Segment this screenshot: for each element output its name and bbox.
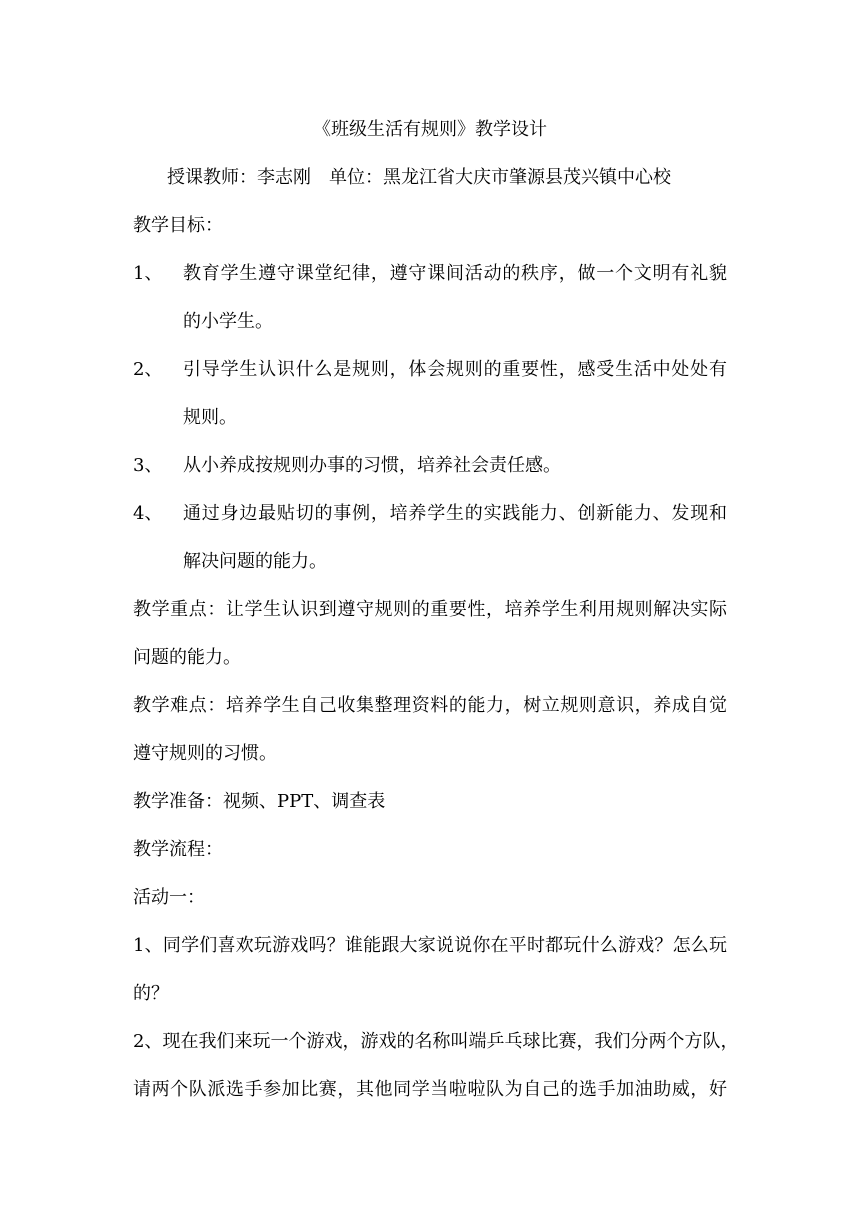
activity-heading: 活动一： [133,887,205,908]
objective-text: 通过身边最贴切的事例，培养学生的实践能力、创新能力、发现和 [183,503,727,524]
step-text-continued: 请两个队派选手参加比赛，其他同学当啦啦队为自己的选手加油助威，好 [133,1079,727,1100]
objective-text-continued: 的小学生。 [183,311,273,332]
objective-text-continued: 规则。 [183,407,237,428]
process-heading: 教学流程： [133,839,223,860]
difficulty-continued: 遵守规则的习惯。 [133,743,277,764]
objective-number: 4、 [133,503,163,524]
step-text: 1、同学们喜欢玩游戏吗？谁能跟大家说说你在平时都玩什么游戏？怎么玩 [133,935,727,956]
objective-number: 3、 [133,455,163,476]
objective-text-continued: 解决问题的能力。 [183,551,327,572]
objective-text: 从小养成按规则办事的习惯，培养社会责任感。 [183,455,561,476]
preparation: 教学准备：视频、PPT、调查表 [133,791,386,812]
step-text: 2、现在我们来玩一个游戏，游戏的名称叫端乒乓球比赛，我们分两个方队， [133,1031,739,1052]
document-title: 《班级生活有规则》教学设计 [313,119,547,140]
key-point-continued: 问题的能力。 [133,647,241,668]
objective-number: 2、 [133,359,163,380]
author-line: 授课教师：李志刚 单位：黑龙江省大庆市肇源县茂兴镇中心校 [167,167,671,188]
objectives-heading: 教学目标： [133,215,223,236]
objective-text: 引导学生认识什么是规则，体会规则的重要性，感受生活中处处有 [183,359,727,380]
objective-text: 教育学生遵守课堂纪律，遵守课间活动的秩序，做一个文明有礼貌 [183,263,727,284]
key-point: 教学重点：让学生认识到遵守规则的重要性，培养学生利用规则解决实际 [133,599,727,620]
difficulty: 教学难点：培养学生自己收集整理资料的能力，树立规则意识，养成自觉 [133,695,727,716]
step-text-continued: 的？ [133,983,169,1004]
objective-number: 1、 [133,263,163,284]
